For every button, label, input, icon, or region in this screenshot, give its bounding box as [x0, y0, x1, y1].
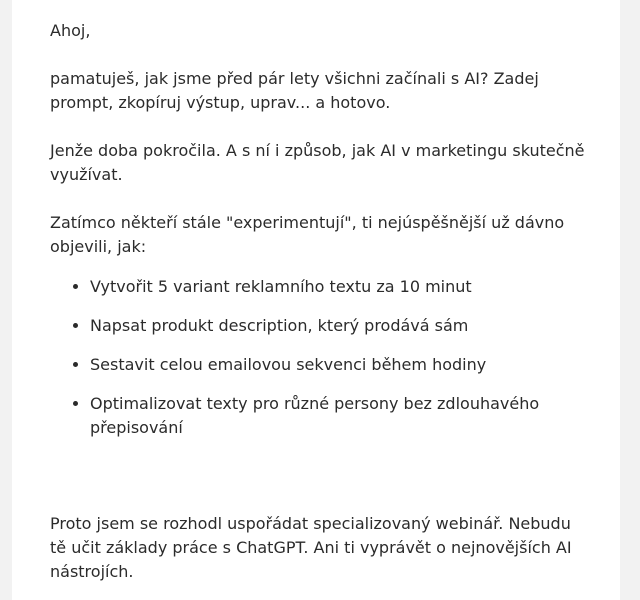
email-paragraph-intro: pamatuješ, jak jsme před pár lety všichni začínali s AI? Zadej prompt, zkopíruj výstup, uprav... a hotovo. [50, 69, 539, 112]
email-greeting: Ahoj, [50, 21, 91, 40]
email-paragraph-progress: Jenže doba pokročila. A s ní i způsob, jak AI v marketingu skutečně využívat. [50, 141, 585, 184]
email-paragraph-lead-in: Zatímco někteří stále "experimentují", ti nejúspěšnější už dávno objevili, jak: [50, 213, 565, 256]
email-body [12, 0, 620, 600]
spacer [50, 455, 590, 512]
email-paragraph-webinar: Proto jsem se rozhodl uspořádat specializovaný webinář. Nebudu tě učit základy práce s ChatGPT. Ani ti vyprávět o nejnovějších AI nástrojích. [50, 514, 572, 581]
list-item: • Optimalizovat texty pro různé persony bez zdlouhavého přepisování [90, 392, 590, 440]
list-item: • Vytvořit 5 variant reklamního textu za 10 minut [90, 275, 590, 299]
list-item: • Napsat produkt description, který prodává sám [90, 314, 590, 338]
list-item: • Sestavit celou emailovou sekvenci během hodiny [90, 353, 590, 377]
benefits-list [50, 275, 590, 440]
